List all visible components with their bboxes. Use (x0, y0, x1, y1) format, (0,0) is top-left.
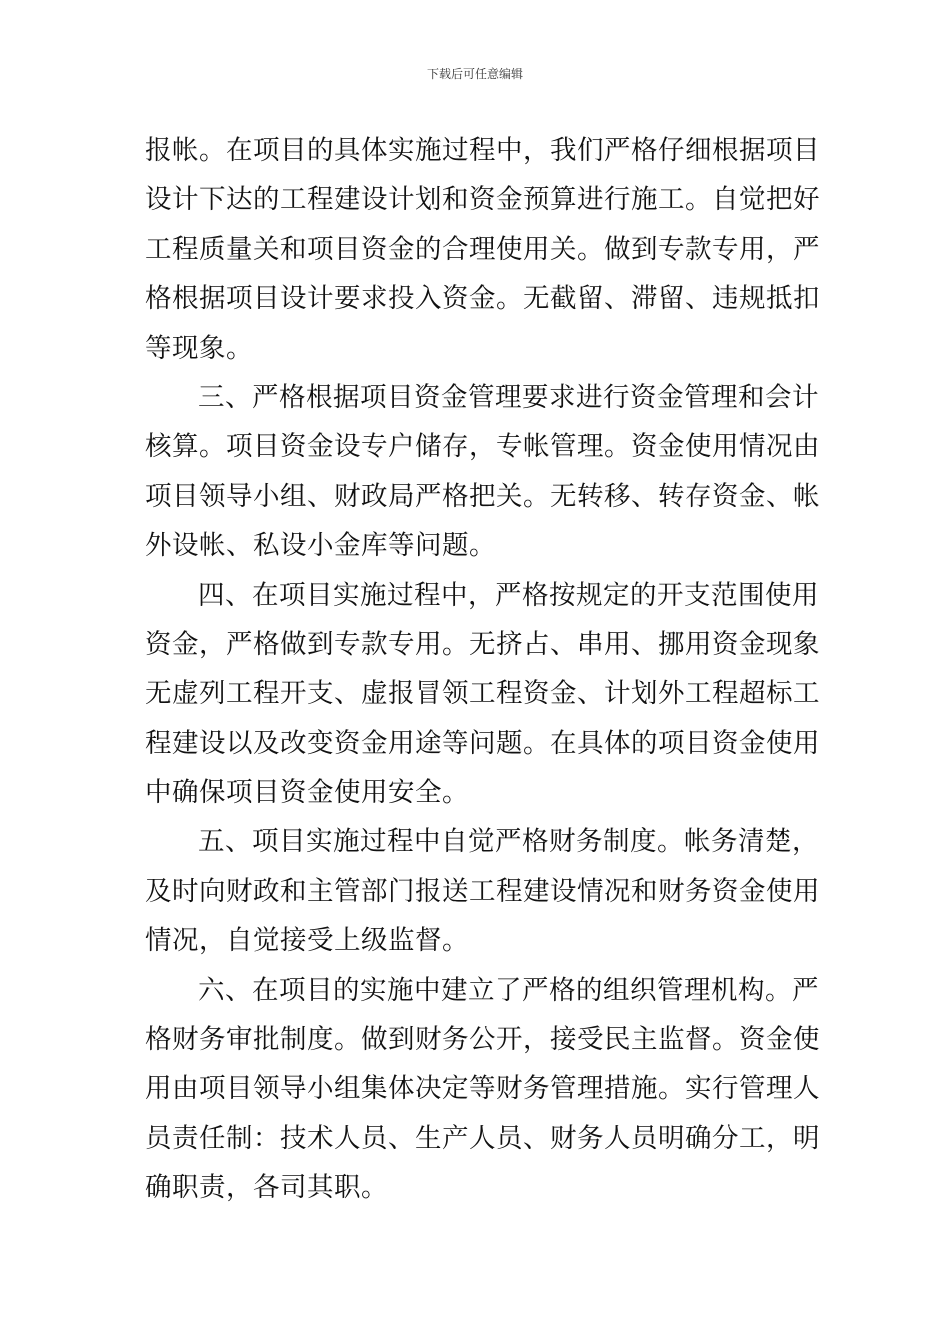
text-line: 用由项目领导小组集体决定等财务管理措施。实行管理人 (145, 1073, 820, 1105)
paragraph-continuation (145, 126, 820, 373)
text-line: 中确保项目资金使用安全。 (145, 777, 469, 809)
text-line: 格财务审批制度。做到财务公开，接受民主监督。资金使 (145, 1024, 820, 1056)
text-line: 及时向财政和主管部门报送工程建设情况和财务资金使用 (145, 875, 820, 907)
page-header: 下载后可任意编辑 (426, 67, 523, 81)
text-line: 四、在项目实施过程中，严格按规定的开支范围使用 (198, 579, 819, 611)
paragraph-section-6 (145, 966, 820, 1213)
paragraph-section-5 (145, 817, 820, 965)
text-line: 程建设以及改变资金用途等问题。在具体的项目资金使用 (145, 727, 820, 759)
text-line: 情况，自觉接受上级监督。 (145, 925, 469, 957)
text-line: 确职责，各司其职。 (145, 1172, 388, 1204)
text-line: 五、项目实施过程中自觉严格财务制度。帐务清楚， (198, 826, 819, 858)
text-line: 三、严格根据项目资金管理要求进行资金管理和会计 (198, 381, 819, 413)
text-line: 项目领导小组、财政局严格把关。无转移、转存资金、帐 (145, 480, 820, 512)
text-line: 设计下达的工程建设计划和资金预算进行施工。自觉把好 (145, 184, 820, 216)
text-line: 员责任制：技术人员、生产人员、财务人员明确分工，明 (145, 1122, 820, 1154)
text-line: 无虚列工程开支、虚报冒领工程资金、计划外工程超标工 (145, 678, 820, 710)
text-line: 外设帐、私设小金库等问题。 (145, 530, 496, 562)
paragraph-section-4 (145, 571, 820, 818)
text-line: 工程质量关和项目资金的合理使用关。做到专款专用，严 (145, 233, 820, 265)
document-body (145, 126, 820, 1213)
text-line: 等现象。 (145, 332, 253, 364)
paragraph-section-3 (145, 373, 820, 571)
text-line: 核算。项目资金设专户储存，专帐管理。资金使用情况由 (145, 431, 820, 463)
text-line: 六、在项目的实施中建立了严格的组织管理机构。严 (198, 974, 819, 1006)
text-line: 报帐。在项目的具体实施过程中，我们严格仔细根据项目 (145, 135, 820, 166)
text-line: 格根据项目设计要求投入资金。无截留、滞留、违规抵扣 (145, 283, 820, 315)
text-line: 资金，严格做到专款专用。无挤占、串用、挪用资金现象 (145, 628, 820, 660)
